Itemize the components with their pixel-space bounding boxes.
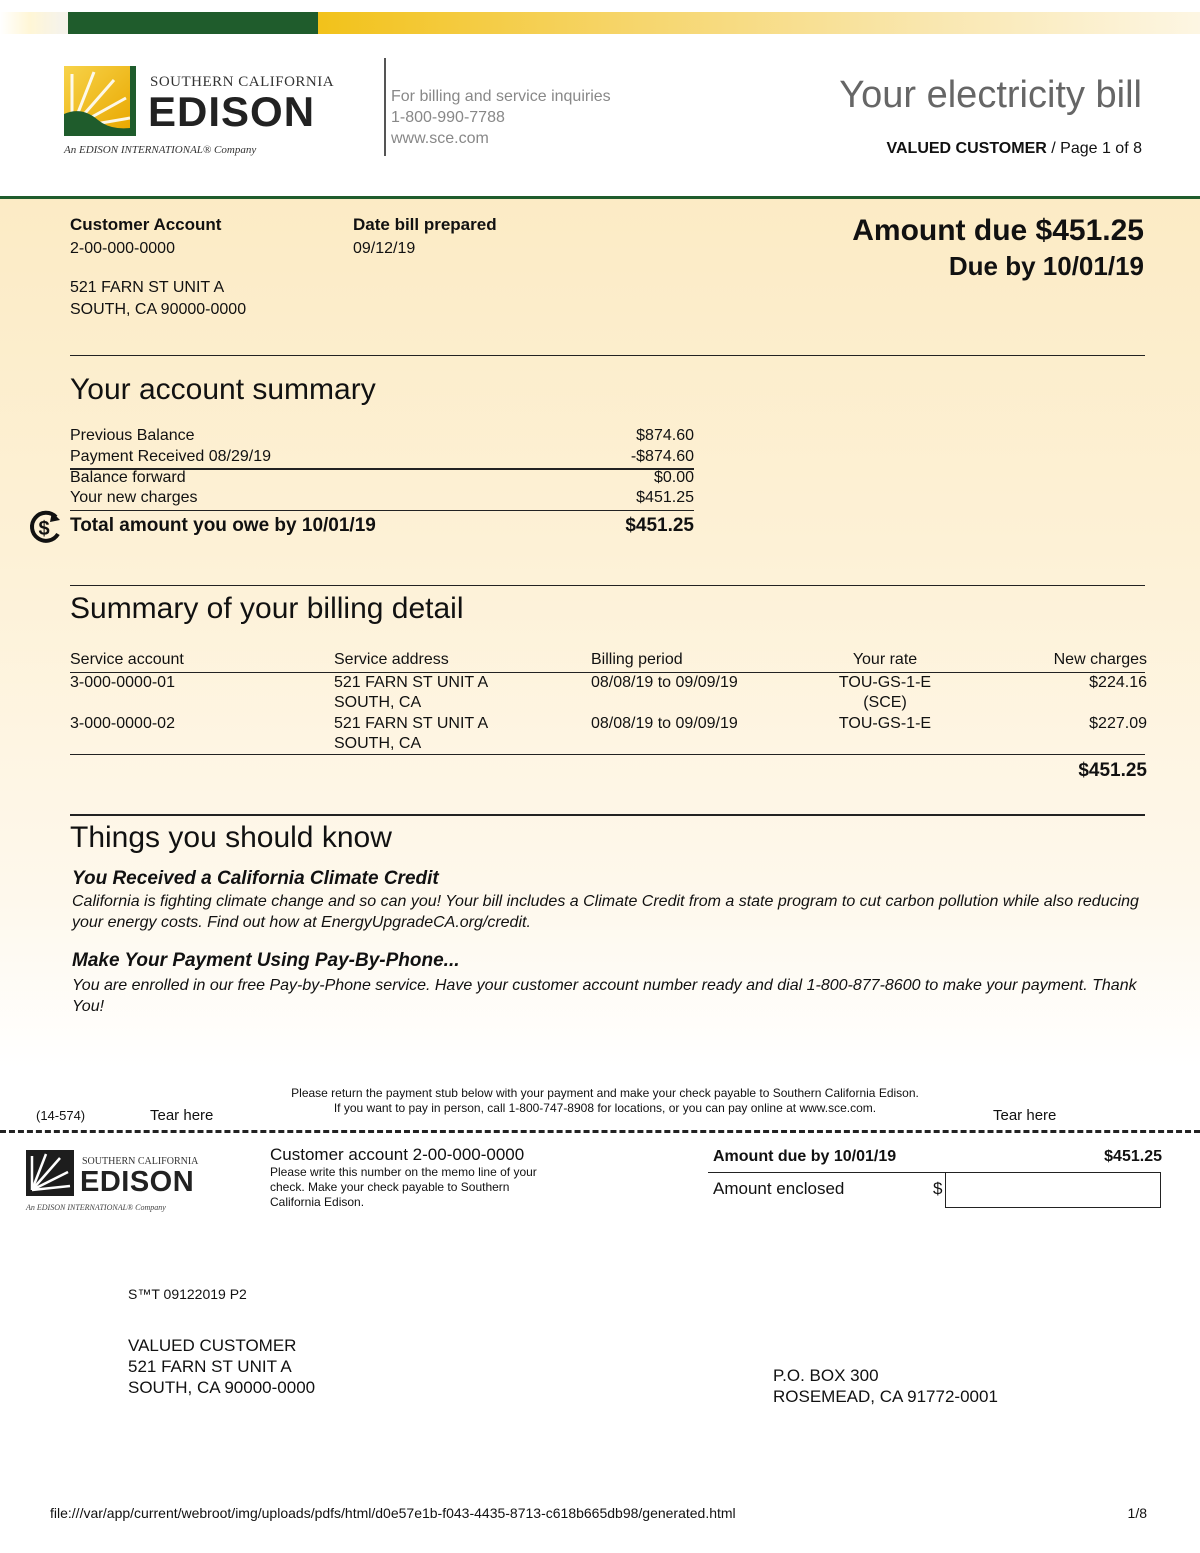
amount-enclosed-dollar: $ bbox=[933, 1179, 943, 1198]
logo-tagline: An EDISON INTERNATIONAL® Company bbox=[64, 144, 257, 156]
date-prepared-label: Date bill prepared bbox=[353, 215, 497, 234]
stub-amount-due-label: Amount due by 10/01/19 bbox=[713, 1148, 897, 1165]
billing-total: $451.25 bbox=[1078, 760, 1147, 781]
statement-code: S™T 09122019 P2 bbox=[128, 1286, 247, 1302]
brand-stripe-gold bbox=[318, 12, 1200, 34]
billing-detail-title: Summary of your billing detail bbox=[70, 592, 464, 625]
bill-body-background bbox=[0, 199, 1200, 1069]
summary-value: $451.25 bbox=[636, 489, 694, 506]
inquiry-phone: 1-800-990-7788 bbox=[391, 109, 505, 126]
column-header: Billing period bbox=[591, 651, 683, 668]
stub-customer-account: Customer account 2-00-000-0000 bbox=[270, 1145, 525, 1164]
summary-value: -$874.60 bbox=[630, 448, 694, 465]
amount-enclosed-field[interactable] bbox=[945, 1172, 1161, 1208]
pay-by-phone-body: You are enrolled in our free Pay-by-Phone service. Have your customer account number ready and dial 1-800-877-8600 to make your payment. Thank You! bbox=[72, 977, 1137, 1015]
rate-cell: TOU-GS-1-E bbox=[838, 674, 932, 691]
service-account-cell: 3-000-0000-02 bbox=[70, 715, 175, 732]
account-label: Customer Account bbox=[70, 215, 222, 234]
things-title: Things you should know bbox=[70, 821, 392, 854]
customer-page-line bbox=[887, 140, 1143, 158]
bill-title: Your electricity bill bbox=[839, 74, 1142, 116]
stub-instruction: Please return the payment stub below with your payment and make your check payable to Southern California Edison. bbox=[291, 1086, 919, 1100]
mailing-name: VALUED CUSTOMER bbox=[128, 1336, 297, 1355]
header-divider bbox=[384, 58, 386, 156]
form-code: (14-574) bbox=[36, 1108, 86, 1123]
brand-stripe-green bbox=[68, 12, 318, 34]
account-number: 2-00-000-0000 bbox=[70, 240, 175, 257]
page-indicator: / Page 1 of 8 bbox=[1046, 140, 1142, 157]
total-value: $451.25 bbox=[625, 515, 694, 536]
climate-credit-heading: You Received a California Climate Credit bbox=[72, 868, 439, 889]
pay-by-phone-heading: Make Your Payment Using Pay-By-Phone... bbox=[72, 950, 460, 971]
mailing-address-line2: SOUTH, CA 90000-0000 bbox=[128, 1378, 316, 1397]
summary-rule bbox=[70, 510, 694, 511]
summary-label: Payment Received 08/29/19 bbox=[70, 448, 272, 465]
summary-row bbox=[70, 469, 694, 490]
stub-amount-due-value: $451.25 bbox=[1104, 1148, 1162, 1165]
logo-subtitle: SOUTHERN CALIFORNIA bbox=[150, 74, 335, 90]
summary-label: Your new charges bbox=[70, 489, 198, 506]
service-address-line2: SOUTH, CA 90000-0000 bbox=[70, 301, 247, 318]
tear-here-label: Tear here bbox=[993, 1107, 1057, 1124]
rate-cell: TOU-GS-1-E bbox=[838, 715, 932, 732]
total-label: Total amount you owe by 10/01/19 bbox=[70, 515, 376, 536]
section-divider bbox=[70, 814, 1145, 816]
mailing-address-line1: 521 FARN ST UNIT A bbox=[128, 1357, 292, 1376]
edison-logo-icon bbox=[64, 66, 136, 136]
billing-period-cell: 08/08/19 to 09/09/19 bbox=[591, 715, 738, 732]
column-header: New charges bbox=[1053, 651, 1147, 668]
section-divider bbox=[70, 355, 1145, 356]
table-total-rule bbox=[70, 754, 1145, 755]
tear-here-label: Tear here bbox=[150, 1107, 214, 1124]
remit-address-line2: ROSEMEAD, CA 91772-0001 bbox=[773, 1387, 998, 1406]
amount-due-heading: Amount due $451.25 bbox=[852, 214, 1144, 247]
logo-wordmark: EDISON bbox=[148, 88, 316, 135]
service-account-cell: 3-000-0000-01 bbox=[70, 674, 175, 691]
edison-stub-logo-icon bbox=[26, 1150, 74, 1196]
service-address-cell: SOUTH, CA bbox=[334, 694, 422, 711]
customer-name: VALUED CUSTOMER bbox=[886, 140, 1047, 157]
dollar-circle-icon bbox=[26, 510, 62, 546]
column-header: Service account bbox=[70, 651, 184, 668]
summary-value: $0.00 bbox=[653, 469, 694, 486]
tear-line bbox=[0, 1130, 1200, 1133]
summary-value: $874.60 bbox=[636, 427, 694, 444]
stub-logo-wordmark: EDISON bbox=[80, 1166, 195, 1198]
stub-logo-tagline: An EDISON INTERNATIONAL® Company bbox=[26, 1203, 166, 1212]
charges-cell: $227.09 bbox=[1089, 715, 1147, 732]
summary-label: Balance forward bbox=[70, 469, 186, 486]
climate-credit-body: California is fighting climate change and so can you! Your bill includes a Climate Credit from a state program to cut carbon pollution while also reducing your energy costs. Find out how at EnergyUpgradeCA.org/credit. bbox=[72, 893, 1139, 931]
svg-text:$: $ bbox=[38, 518, 50, 540]
service-address-cell: 521 FARN ST UNIT A bbox=[334, 674, 489, 691]
account-summary-title: Your account summary bbox=[70, 373, 376, 406]
stub-instruction: If you want to pay in person, call 1-800-747-8908 for locations, or you can pay online at www.sce.com. bbox=[333, 1101, 877, 1115]
column-header: Service address bbox=[334, 651, 449, 668]
summary-row bbox=[70, 427, 694, 448]
charges-cell: $224.16 bbox=[1089, 674, 1147, 691]
footer-file-path: file:///var/app/current/webroot/img/uploads/pdfs/html/d0e57e1b-f043-4435-8713-c618b665db98/generated.html bbox=[50, 1505, 736, 1521]
remit-address-line1: P.O. BOX 300 bbox=[773, 1366, 879, 1385]
amount-enclosed-label: Amount enclosed bbox=[713, 1179, 845, 1198]
service-address-cell: 521 FARN ST UNIT A bbox=[334, 715, 489, 732]
stub-logo-subtitle: SOUTHERN CALIFORNIA bbox=[82, 1156, 199, 1167]
column-header: Your rate bbox=[852, 651, 918, 668]
rate-cell: (SCE) bbox=[863, 694, 907, 711]
inquiry-block bbox=[391, 86, 611, 149]
date-prepared-value: 09/12/19 bbox=[353, 240, 416, 257]
section-divider bbox=[70, 585, 1145, 586]
billing-period-cell: 08/08/19 to 09/09/19 bbox=[591, 674, 738, 691]
footer-page-number: 1/8 bbox=[1127, 1505, 1147, 1521]
stub-memo-note: Please write this number on the memo line of your check. Make your check payable to Southern California Edison. bbox=[270, 1165, 537, 1209]
service-address-cell: SOUTH, CA bbox=[334, 735, 422, 752]
summary-row bbox=[70, 448, 694, 469]
summary-row bbox=[70, 489, 694, 510]
summary-label: Previous Balance bbox=[70, 427, 195, 444]
due-date-heading: Due by 10/01/19 bbox=[948, 251, 1144, 281]
inquiry-label: For billing and service inquiries bbox=[391, 88, 611, 105]
inquiry-website: www.sce.com bbox=[391, 130, 489, 147]
service-address-line1: 521 FARN ST UNIT A bbox=[70, 279, 225, 296]
